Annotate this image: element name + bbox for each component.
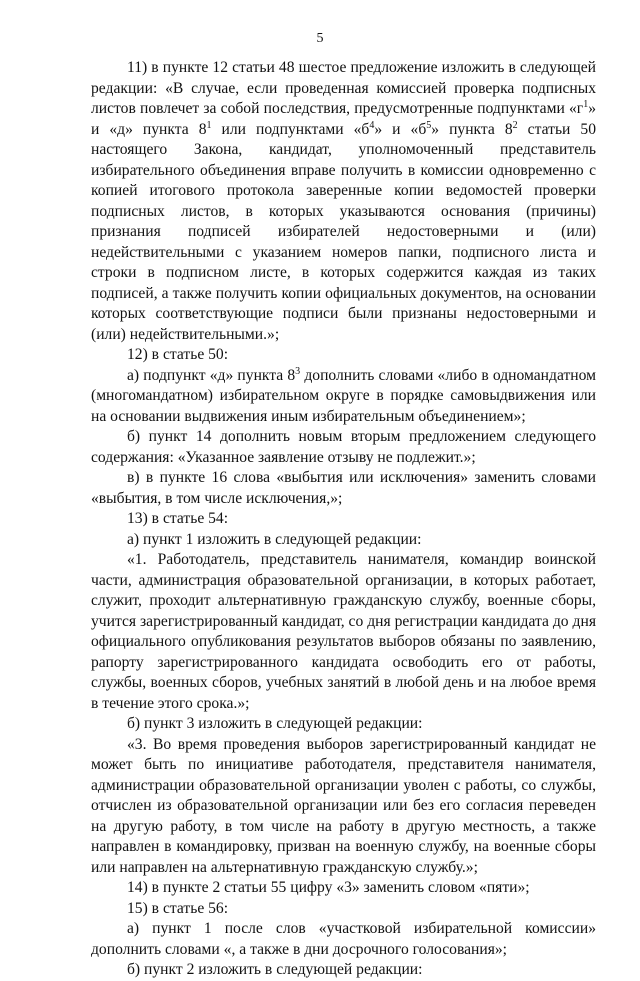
paragraph-p13b [91, 714, 596, 735]
text-segment: 12) в статье 50: [127, 346, 229, 363]
superscript: 5 [426, 119, 432, 131]
text-segment: «3. Во время проведения выборов зарегистрированный кандидат не может быть по инициативе работодателя, представителя нанимателя, администрации образовательной организации уволен с работы, со службы, отчислен из образовательной организации или без его согласия переведен на другую работу, в том числе на работу в другую местность, а также направлен в командировку, призван на военную службу, на военные сборы или направлен на альтернативную гражданскую службу.»; [91, 735, 596, 876]
paragraph-p13a1 [91, 550, 596, 714]
paragraph-p12b [91, 427, 596, 468]
paragraph-p12c [91, 468, 596, 509]
document-body [91, 58, 596, 981]
text-segment: 15) в статье 56: [127, 899, 229, 917]
text-segment: б) пункт 2 изложить в следующей редакции: [127, 961, 423, 978]
superscript: 3 [295, 365, 301, 377]
text-segment: в) в пункте 16 слова «выбытия или исключения» заменить словами «выбытия, в том числе исключения,»; [91, 469, 596, 507]
text-segment: » пункта 8 [431, 120, 513, 138]
paragraph-p15 [91, 899, 596, 920]
text-segment: дополнить словами «либо в одномандатном (многомандатном) избирательном округе в порядке самовыдвижения или на основании выдвижения иным избирательным объединением»; [91, 366, 596, 425]
text-segment: 14) в пункте 2 статьи 55 цифру «3» заменить словом «пяти»; [127, 879, 530, 896]
text-segment: или подпунктами «б [211, 120, 370, 138]
text-segment: 11) в пункте 12 статьи 48 шестое предложение изложить в следующей редакции: «В случае, если проведенная комиссией проверка подписных листов повлечет за собой последствия, предусмотренные подпунктами «г [91, 59, 596, 117]
text-segment: а) подпункт «д» пункта 8 [127, 366, 296, 384]
text-segment: б) пункт 3 изложить в следующей редакции: [127, 715, 423, 732]
text-segment: » и «д» пункта 8 [91, 100, 596, 138]
text-segment: а) пункт 1 изложить в следующей редакции: [127, 530, 422, 548]
paragraph-p15a [91, 919, 596, 960]
superscript: 1 [206, 119, 212, 131]
text-segment: «1. Работодатель, представитель нанимателя, командир воинской части, администрация образовательной организации, в которых работает, служит, проходит альтернативную гражданскую службу, военные сборы, учится зарегистрированный кандидат, со дня регистрации кандидата до дня официального опубликования результатов выборов обязаны по заявлению, рапорту зарегистрированного кандидата освободить его от работы, службы, военных сборов, учебных занятий в любой день и на любое время в течение этого срока.»; [91, 551, 596, 712]
text-segment: 13) в статье 54: [127, 510, 229, 527]
paragraph-p11 [91, 58, 596, 345]
paragraph-p12 [91, 345, 596, 366]
text-segment: » и «б [374, 120, 427, 138]
text-segment: статьи 50 настоящего Закона, кандидат, уполномоченный представитель избирательного объединения вправе получить в комиссии одновременно с копией итогового протокола заверенные копии ведомостей проверки подписных листов, в которых указываются основания (причины) признания подписей избирателей недостоверными и (или) недействительными с указанием номеров папки, подписного листа и строки в подписном листе, в которых содержится каждая из таких подписей, а также получить копии официальных документов, на основании которых соответствующие подписи были признаны недостоверными и (или) недействительными.»; [91, 120, 597, 343]
superscript: 1 [583, 99, 589, 110]
page-number: 5 [316, 31, 324, 46]
paragraph-p12a [91, 366, 596, 428]
text-segment: б) пункт 14 дополнить новым вторым предложением следующего содержания: «Указанное заявление отзыву не подлежит.»; [91, 428, 596, 466]
paragraph-p14 [91, 878, 596, 899]
paragraph-p13b3 [91, 735, 596, 879]
superscript: 4 [369, 119, 375, 131]
paragraph-p15b [91, 960, 596, 981]
superscript: 2 [512, 119, 518, 131]
text-segment: а) пункт 1 после слов «участковой избирательной комиссии» дополнить словами «, а также в дни досрочного голосования»; [91, 920, 596, 958]
paragraph-p13 [91, 509, 596, 530]
paragraph-p13a [91, 530, 596, 551]
